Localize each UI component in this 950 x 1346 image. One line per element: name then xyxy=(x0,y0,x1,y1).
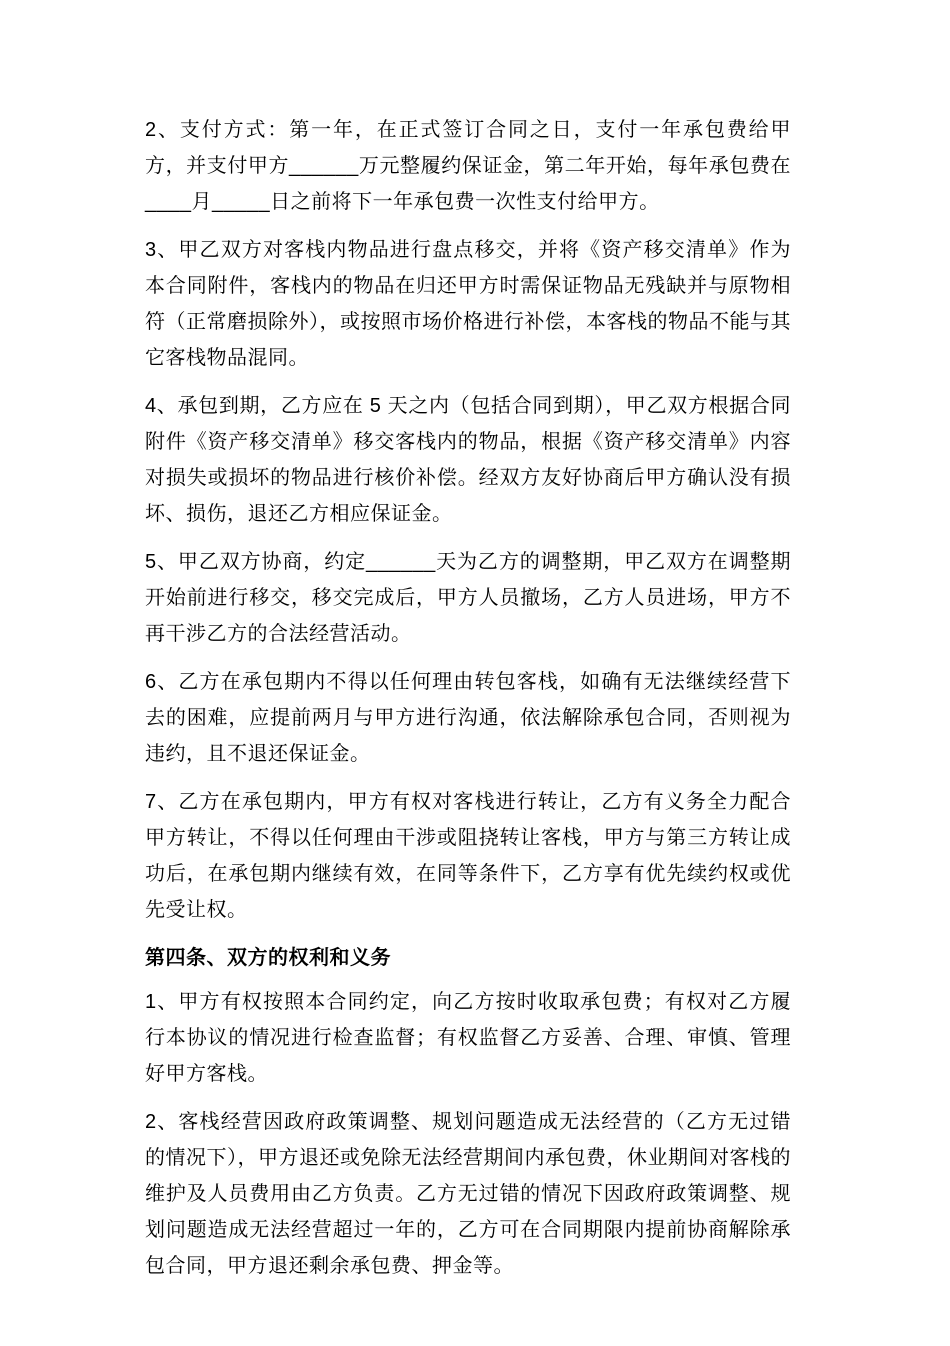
clause-asset-handover-list: 3、甲乙双方对客栈内物品进行盘点移交，并将《资产移交清单》作为本合同附件，客栈内的物品在归还甲方时需保证物品无残缺并与原物相符（正常磨损除外），或按照市场价格进行补偿，本客栈的物品不能与其它客栈物品混同。 xyxy=(145,239,791,369)
clause-policy-change-liability: 2、客栈经营因政府政策调整、规划问题造成无法经营的（乙方无过错的情况下），甲方退还或免除无法经营期间内承包费，休业期间对客栈的维护及人员费用由乙方负责。乙方无过错的情况下因政府政策调整、规划问题造成无法经营超过一年的，乙方可在合同期限内提前协商解除承包合同，甲方退还剩余承包费、押金等。 xyxy=(145,1111,791,1277)
clause-party-a-rights: 1、甲方有权按照本合同约定，向乙方按时收取承包费；有权对乙方履行本协议的情况进行检查监督；有权监督乙方妥善、合理、审慎、管理好甲方客栈。 xyxy=(145,991,791,1085)
clause-transfer-rights: 7、乙方在承包期内，甲方有权对客栈进行转让，乙方有义务全力配合甲方转让，不得以任何理由干涉或阻挠转让客栈，甲方与第三方转让成功后，在承包期内继续有效，在同等条件下，乙方享有优先续约权或优先受让权。 xyxy=(145,791,791,921)
clause-contract-expiry-handover: 4、承包到期，乙方应在 5 天之内（包括合同到期），甲乙双方根据合同附件《资产移交清单》移交客栈内的物品，根据《资产移交清单》内容对损失或损坏的物品进行核价补偿。经双方友好协商后甲方确认没有损坏、损伤，退还乙方相应保证金。 xyxy=(145,395,791,525)
section-four-heading: 第四条、双方的权利和义务 xyxy=(145,947,391,969)
clause-payment-method: 2、支付方式：第一年，在正式签订合同之日，支付一年承包费给甲方，并支付甲方______万元整履约保证金，第二年开始，每年承包费在____月_____日之前将下一年承包费一次性支付给甲方。 xyxy=(145,119,791,213)
clause-adjustment-period: 5、甲乙双方协商，约定______天为乙方的调整期，甲乙双方在调整期开始前进行移交，移交完成后，甲方人员撤场，乙方人员进场，甲方不再干涉乙方的合法经营活动。 xyxy=(145,551,791,645)
clause-no-subcontracting: 6、乙方在承包期内不得以任何理由转包客栈，如确有无法继续经营下去的困难，应提前两月与甲方进行沟通，依法解除承包合同，否则视为违约，且不退还保证金。 xyxy=(145,671,791,765)
